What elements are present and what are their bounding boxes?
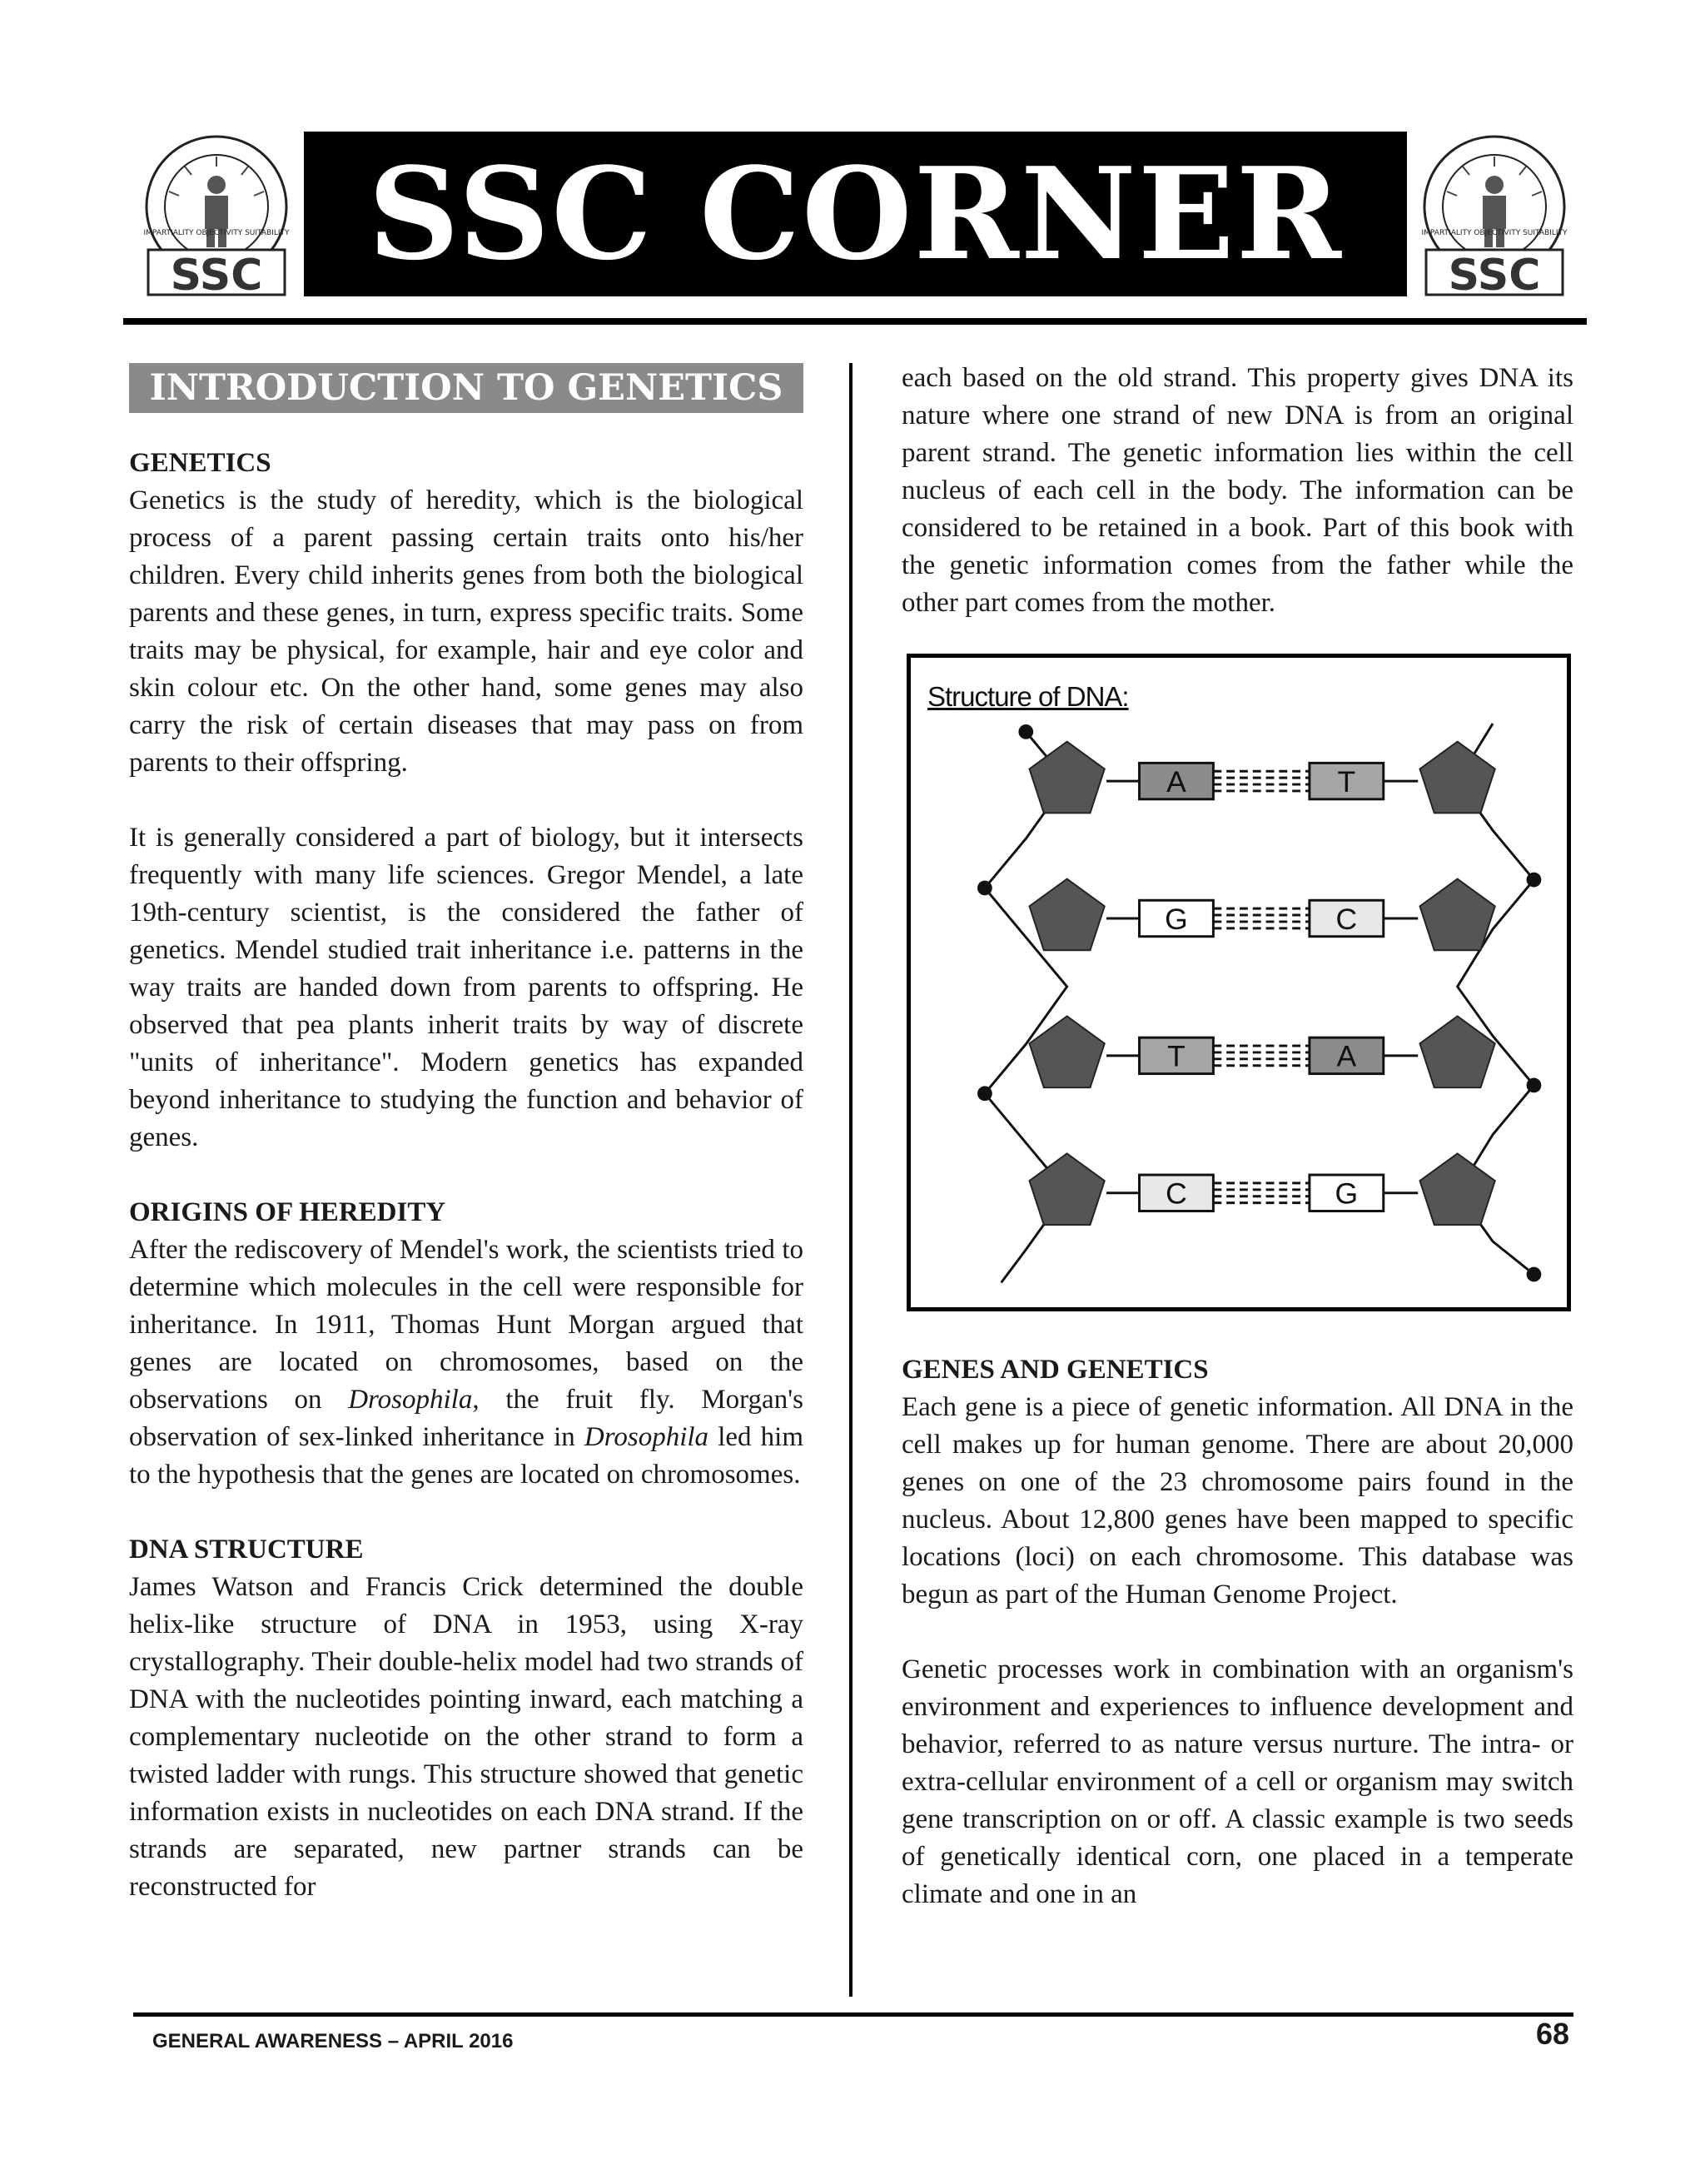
origins-heading: ORIGINS OF HEREDITY	[129, 1197, 446, 1227]
base-letter: T	[1337, 764, 1356, 798]
phosphate-dot	[977, 1086, 992, 1101]
genes-paragraph-1: Each gene is a piece of genetic information. All DNA in the cell makes up for human genome. There are about 20,000 genes on one of the 23 chromosome pairs found in the nucleus. About 12,800 genes have been mapped to specific locations (loci) on each chromosome. This database was begun as part of the Human Genome Project.	[902, 1392, 1573, 1609]
ssc-emblem-icon	[1411, 133, 1578, 300]
logo-text: SSC	[1448, 251, 1541, 300]
right-column	[902, 360, 1573, 1913]
sugar-pentagon	[1420, 1016, 1495, 1087]
phosphate-dot	[1018, 724, 1033, 739]
sugar-pentagon	[1420, 879, 1495, 951]
phosphate-dot	[1527, 1267, 1542, 1282]
ssc-emblem-icon	[133, 133, 300, 300]
base-letter: G	[1165, 902, 1188, 936]
ssc-logo-right	[1411, 133, 1578, 300]
sugar-pentagon	[1030, 1016, 1105, 1087]
genetics-heading: GENETICS	[129, 448, 271, 478]
sugar-pentagon	[1030, 1153, 1105, 1225]
dna-structure-figure	[907, 654, 1571, 1311]
base-letter: A	[1336, 1039, 1357, 1073]
phosphate-dot	[1527, 873, 1542, 888]
dna-diagram	[911, 658, 1567, 1307]
sugar-pentagon	[1420, 1153, 1495, 1225]
species-name: Drosophila	[584, 1422, 709, 1452]
base-letter: A	[1166, 764, 1186, 798]
genes-heading: GENES AND GENETICS	[902, 1355, 1209, 1385]
base-letter: C	[1335, 902, 1358, 936]
logo-text: SSC	[170, 251, 263, 300]
page-number: 68	[1536, 2017, 1570, 2051]
masthead	[304, 132, 1407, 296]
genes-paragraph-2: Genetic processes work in combination with an organism's environment and experiences to influence development and behavior, referred to as nature versus nurture. The intra- or extra-cellular environment of a cell or organism may switch gene transcription on or off. A classic example is two seeds of genetically identical corn, one placed in a temperate climate and one in an	[902, 1654, 1573, 1909]
base-letter: G	[1335, 1177, 1359, 1211]
genetics-paragraph-1: Genetics is the study of heredity, which is the biological process of a parent passing certain traits onto his/her children. Every child inherits genes from both the biological parents and these genes, in turn, express specific traits. Some traits may be physical, for example, hair and eye color and skin colour etc. On the other hand, some genes may also carry the risk of certain diseases that may pass on from parents to their offspring.	[129, 485, 803, 778]
phosphate-dot	[1527, 1078, 1542, 1093]
left-column	[129, 360, 803, 1906]
header-rule	[123, 318, 1587, 325]
footer-issue: GENERAL AWARENESS – APRIL 2016	[152, 2030, 514, 2052]
origins-paragraph: After the rediscovery of Mendel's work, the scientists tried to determine which molecules in the cell were responsible for inheritance. In 1911, Thomas Hunt Morgan argued that genes are located on chromosomes, based on the observations on Drosophila, the fruit fly. Morgan's observation of sex-linked inheritance in Drosophila led him to the hypothesis that the genes are located on chromosomes.	[129, 1235, 803, 1490]
sugar-pentagon	[1420, 742, 1495, 813]
figure-caption: Structure of DNA:	[927, 681, 1129, 712]
sugar-pentagon	[1030, 879, 1105, 951]
column-divider	[849, 363, 852, 1997]
sugar-pentagon	[1030, 742, 1105, 813]
base-letter: C	[1166, 1177, 1187, 1211]
footer-rule	[133, 2012, 1573, 2017]
section-banner: INTRODUCTION TO GENETICS	[129, 363, 803, 413]
ssc-logo-left	[133, 133, 300, 300]
dna-structure-heading: DNA STRUCTURE	[129, 1535, 364, 1565]
logo-motto: IMPARTIALITY OBJECTIVITY SUITABILITY	[1421, 229, 1568, 237]
species-name: Drosophila	[348, 1385, 473, 1415]
dna-structure-paragraph-continued: each based on the old strand. This property gives DNA its nature where one strand of new DNA is from an original parent strand. The genetic information lies within the cell nucleus of each cell in the body. The information can be considered to be retained in a book. Part of this book with the genetic information comes from the father while the other part comes from the mother.	[902, 363, 1573, 618]
phosphate-dot	[977, 881, 992, 896]
genetics-paragraph-2: It is generally considered a part of biology, but it intersects frequently with many life sciences. Gregor Mendel, a late 19th-century scientist, is the considered the father of genetics. Mendel studied trait inheritance i.e. patterns in the way traits are handed down from parents to offspring. He observed that pea plants inherit traits by way of discrete "units of inheritance". Modern genetics has expanded beyond inheritance to studying the function and behavior of genes.	[129, 823, 803, 1152]
page-title: SSC CORNER	[368, 139, 1343, 288]
logo-motto: IMPARTIALITY OBJECTIVITY SUITABILITY	[143, 229, 290, 237]
dna-structure-paragraph: James Watson and Francis Crick determined the double helix-like structure of DNA in 1953, using X-ray crystallography. Their double-helix model had two strands of DNA with the nucleotides pointing inward, each matching a complementary nucleotide on the other strand to form a twisted ladder with rungs. This structure showed that genetic information exists in nucleotides on each DNA strand. If the strands are separated, new partner strands can be reconstructed for	[129, 1572, 803, 1902]
base-letter: T	[1167, 1039, 1186, 1073]
